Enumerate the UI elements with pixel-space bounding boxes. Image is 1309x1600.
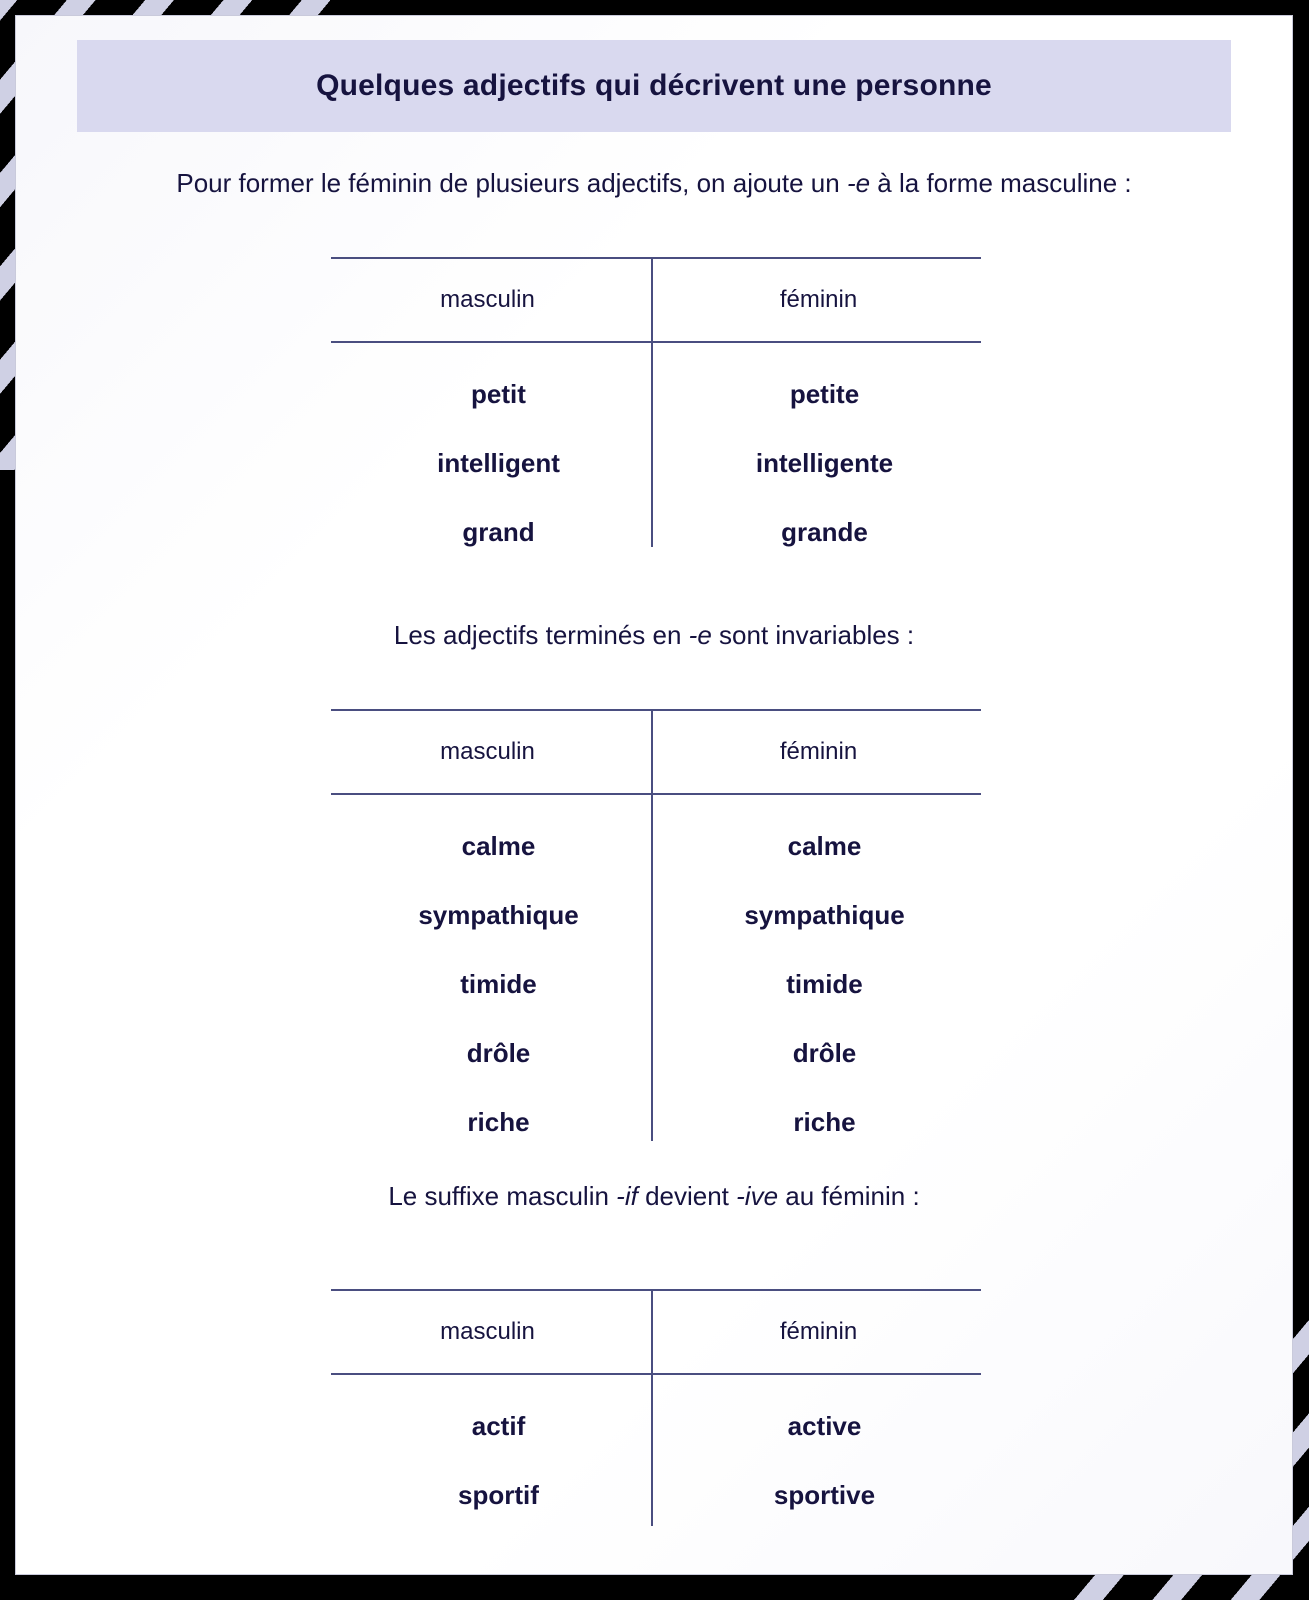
intro-emphasis: -e (846, 168, 871, 198)
table-body (331, 1375, 981, 1530)
intro-emphasis: -if (616, 1181, 638, 1211)
masc-cell: actif (471, 1411, 526, 1441)
masc-cell: sportif (458, 1480, 539, 1510)
title-banner (77, 40, 1231, 132)
table-row (331, 1088, 981, 1157)
table-row (331, 498, 981, 567)
intro-emphasis: -e (688, 620, 712, 650)
masc-cell: intelligent (437, 448, 560, 478)
fem-cell: intelligente (755, 448, 894, 478)
fem-cell: calme (787, 831, 862, 861)
intro-text: Le suffixe masculin (388, 1181, 617, 1211)
header-feminin: féminin (779, 738, 858, 765)
masc-cell: sympathique (418, 900, 579, 930)
table-row (331, 1392, 981, 1461)
fem-cell: active (787, 1411, 862, 1441)
header-masculin: masculin (440, 1318, 535, 1345)
fem-cell: grande (781, 517, 868, 547)
intro-text: à la forme masculine : (870, 168, 1132, 198)
fem-cell: drôle (792, 1038, 857, 1068)
table-header (331, 709, 981, 795)
table-header (331, 1289, 981, 1375)
table-add-e (331, 257, 981, 567)
header-masculin: masculin (440, 738, 535, 765)
fem-cell: sympathique (744, 900, 905, 930)
fem-cell: sportive (773, 1480, 876, 1510)
table-row (331, 429, 981, 498)
table-body (331, 795, 981, 1157)
table-row (331, 950, 981, 1019)
lesson-card (16, 16, 1292, 1574)
masc-cell: petit (471, 379, 526, 409)
section-1-intro (16, 168, 1292, 199)
masc-cell: drôle (466, 1038, 531, 1068)
table-body (331, 343, 981, 567)
table-invariable (331, 709, 981, 1157)
intro-emphasis: -ive (736, 1181, 779, 1211)
table-if-ive (331, 1289, 981, 1530)
table-row (331, 881, 981, 950)
masc-cell: riche (467, 1107, 530, 1137)
intro-text: Pour former le féminin de plusieurs adjectifs, on ajoute un (176, 168, 847, 198)
header-feminin: féminin (779, 1318, 858, 1345)
masc-cell: grand (462, 517, 535, 547)
header-feminin: féminin (779, 286, 858, 313)
fem-cell: riche (793, 1107, 856, 1137)
intro-text: sont invariables : (711, 620, 915, 650)
intro-text: devient (637, 1181, 737, 1211)
table-row (331, 1461, 981, 1530)
masc-cell: timide (460, 969, 537, 999)
page-title: Quelques adjectifs qui décrivent une personne (316, 69, 992, 102)
intro-text: Les adjectifs terminés en (393, 620, 689, 650)
fem-cell: timide (786, 969, 863, 999)
table-row (331, 812, 981, 881)
section-2-intro (16, 620, 1292, 651)
section-3-intro (16, 1181, 1292, 1212)
fem-cell: petite (789, 379, 860, 409)
table-header (331, 257, 981, 343)
intro-text: au féminin : (778, 1181, 920, 1211)
header-masculin: masculin (440, 286, 535, 313)
table-row (331, 1019, 981, 1088)
masc-cell: calme (461, 831, 536, 861)
table-row (331, 360, 981, 429)
